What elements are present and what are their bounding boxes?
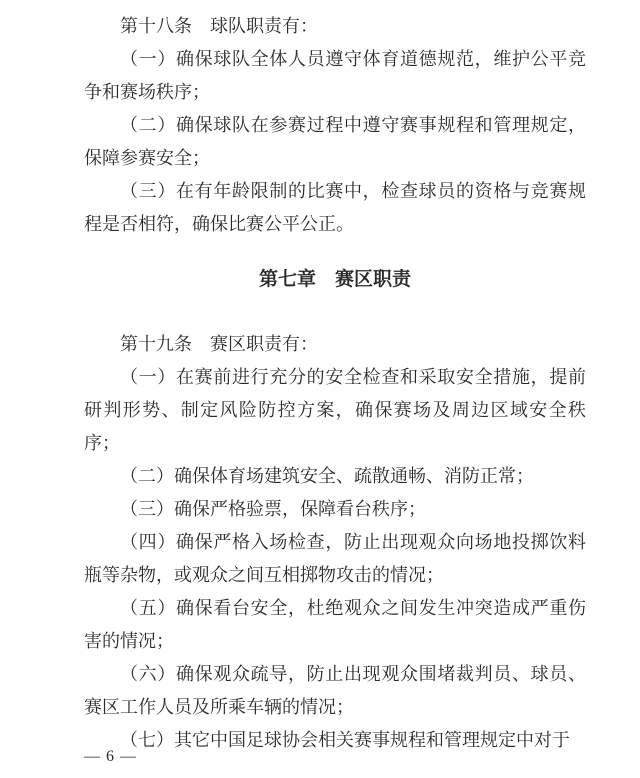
article-19-item-4: （四）确保严格入场检查，防止出现观众向场地投掷饮料瓶等杂物，或观众之间互相掷物攻击的情况；: [84, 532, 586, 585]
article-18-item-2: （二）确保球队在参赛过程中遵守赛事规程和管理规定，保障参赛安全；: [84, 115, 586, 168]
article-18-title: 第十八条 球队职责有：: [120, 16, 318, 36]
article-19-title: 第十九条 赛区职责有：: [120, 334, 318, 354]
article-18-item-3: （三）在有年龄限制的比赛中，检查球员的资格与竞赛规程是否相符，确保比赛公平公正。: [84, 181, 586, 234]
chapter-7-heading: 第七章 赛区职责: [258, 269, 411, 290]
article-19-item-5: （五）确保看台安全，杜绝观众之间发生冲突造成严重伤害的情况；: [84, 598, 586, 651]
article-18-item-1: （一）确保球队全体人员遵守体育道德规范，维护公平竞争和赛场秩序；: [84, 49, 586, 102]
article-19-item-3: （三）确保严格验票，保障看台秩序；: [120, 499, 426, 519]
article-19-item-2: （二）确保体育场建筑安全、疏散通畅、消防正常；: [120, 466, 534, 486]
page-number: — 6 —: [84, 748, 137, 765]
article-19-item-6: （六）确保观众疏导，防止出现观众围堵裁判员、球员、赛区工作人员及所乘车辆的情况；: [84, 664, 586, 717]
article-19-item-7: （七）其它中国足球协会相关赛事规程和管理规定中对于: [120, 730, 570, 750]
article-19-item-1: （一）在赛前进行充分的安全检查和采取安全措施，提前研判形势、制定风险防控方案，确保赛场及周边区域安全秩序；: [84, 367, 586, 453]
